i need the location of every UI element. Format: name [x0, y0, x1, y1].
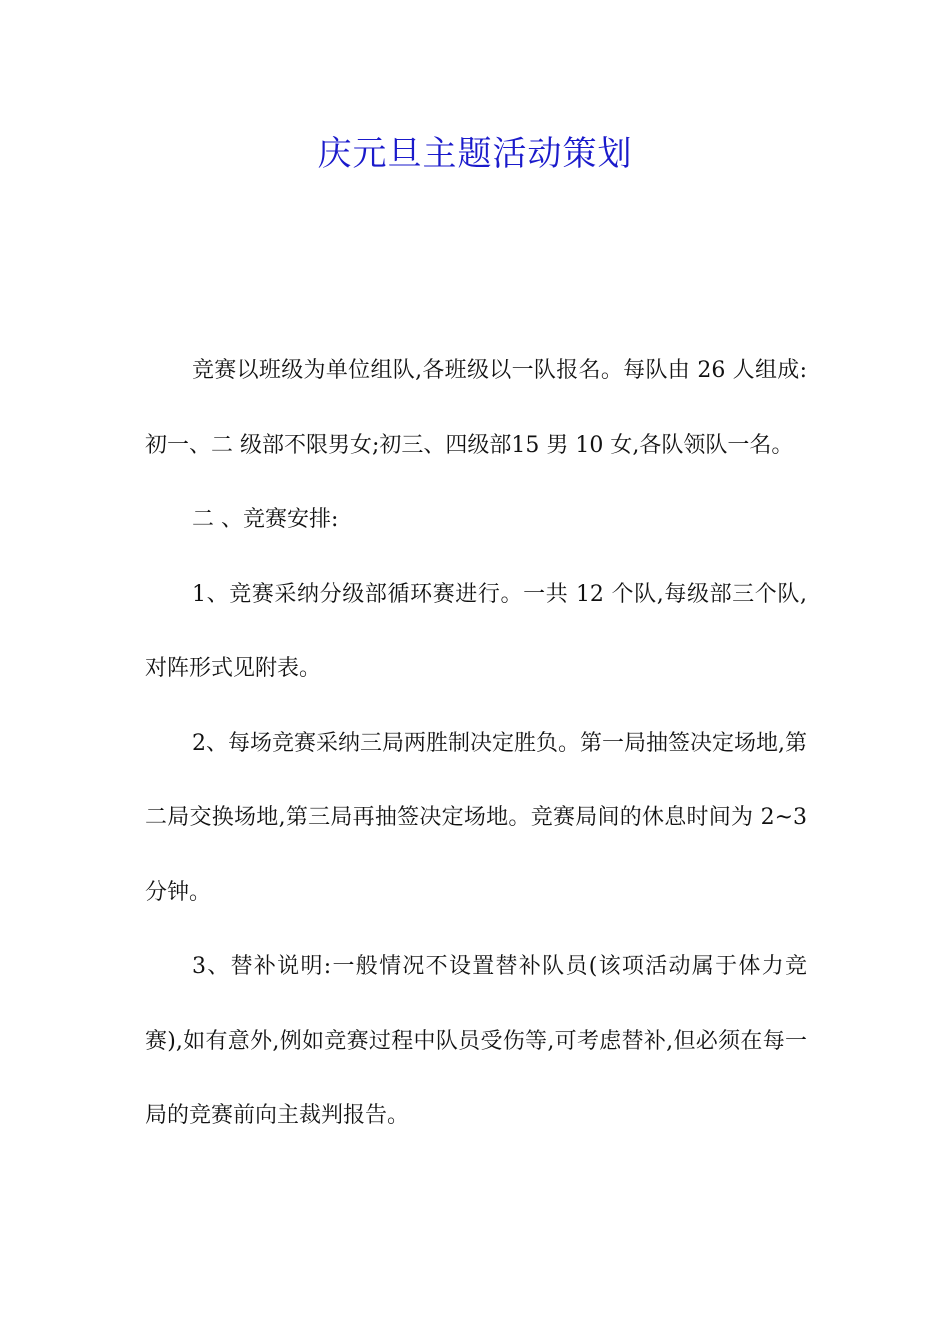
paragraph-team-composition: 竞赛以班级为单位组队,各班级以一队报名。每队由 26 人组成:初一、二 级部不限男女;初三、四级部15 男 10 女,各队领队一名。: [145, 358, 807, 458]
document-title: 庆元旦主题活动策划: [317, 134, 633, 174]
paragraph-section-heading: 二 、竞赛安排:: [192, 507, 339, 532]
paragraph-substitution: 3、替补说明:一般情况不设置替补队员(该项活动属于体力竞赛),如有意外,例如竞赛过程中队员受伤等,可考虑替补,但必须在每一局的竞赛前向主裁判报告。: [145, 954, 807, 1128]
paragraph-best-of-three: 2、每场竞赛采纳三局两胜制决定胜负。第一局抽签决定场地,第二局交换场地,第三局再抽签决定场地。竞赛局间的休息时间为 2~3 分钟。: [145, 730, 807, 905]
paragraph-round-robin: 1、竞赛采纳分级部循环赛进行。一共 12 个队,每级部三个队,对阵形式见附表。: [145, 581, 807, 681]
document-body: [145, 334, 807, 1154]
